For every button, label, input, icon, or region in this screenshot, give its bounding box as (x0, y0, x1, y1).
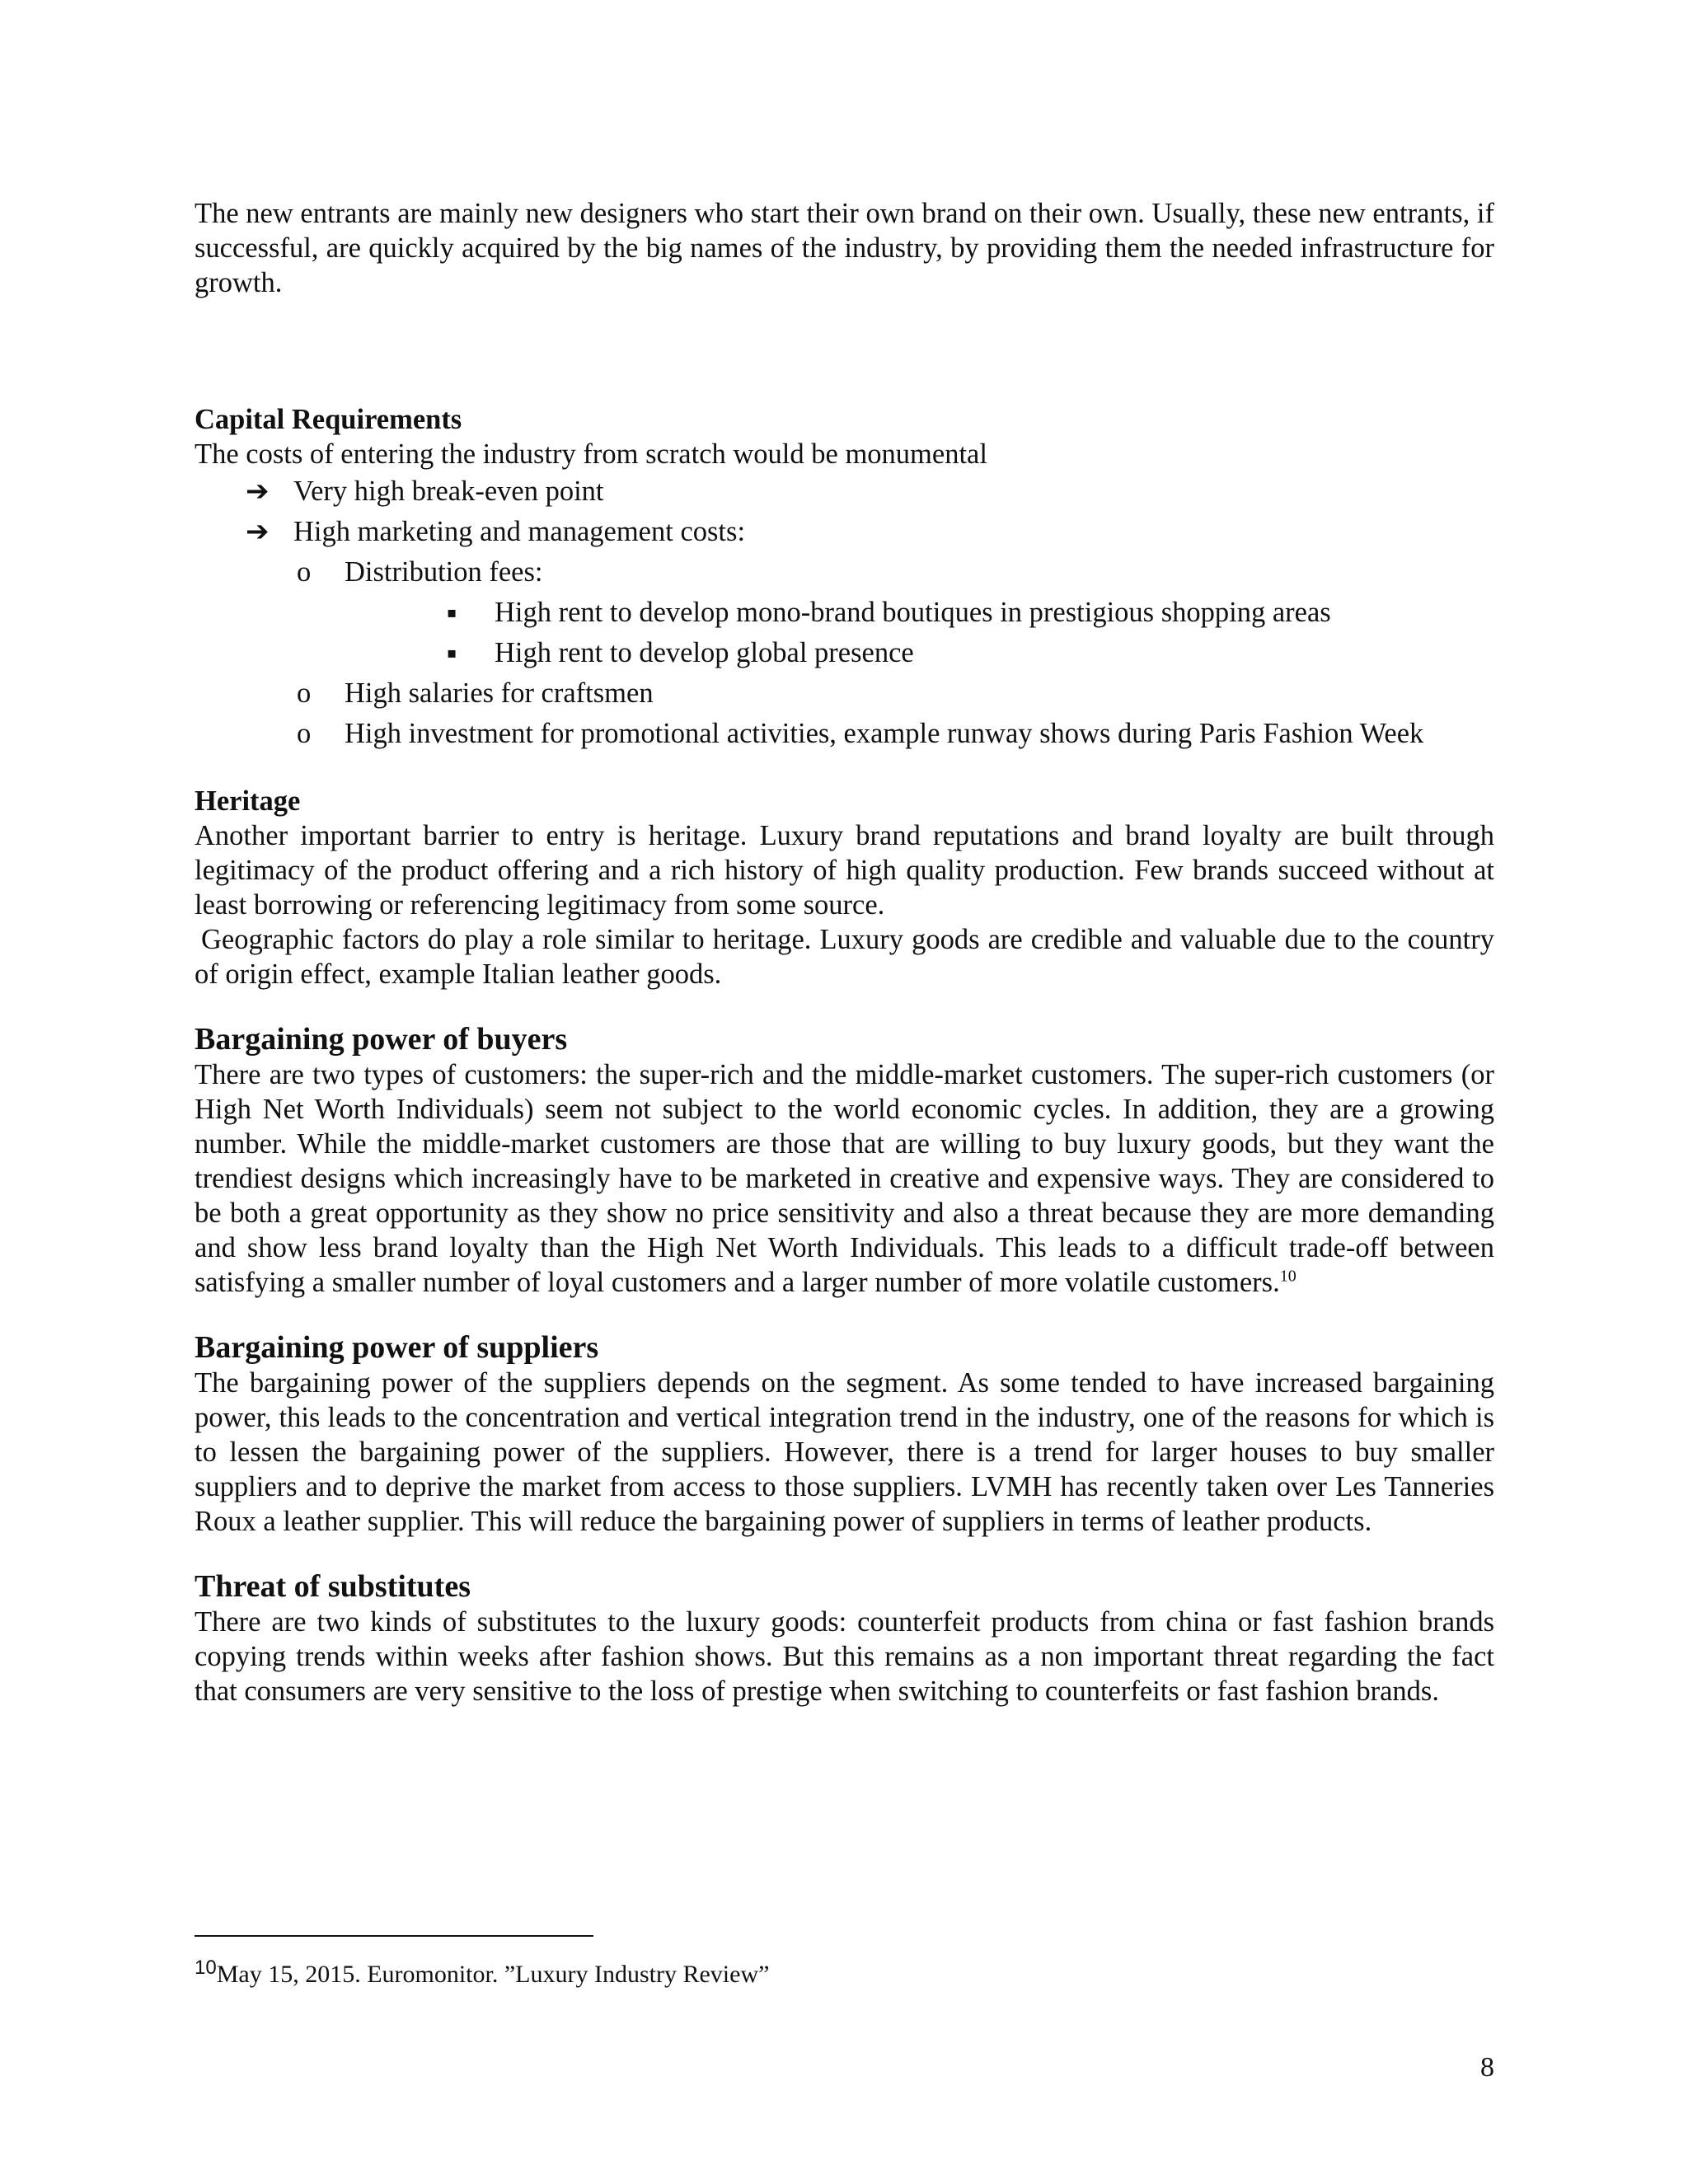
circle-item-text: High salaries for craftsmen (345, 677, 654, 709)
arrow-icon: ➔ (246, 475, 270, 508)
capital-arrow-list (195, 471, 1494, 552)
square-item-text: High rent to develop global presence (495, 637, 914, 668)
circle-bullet-icon: o (297, 556, 312, 588)
square-list-item (195, 633, 1494, 673)
square-list-item (195, 593, 1494, 633)
footnote (195, 1952, 769, 1991)
buyers-paragraph-text: There are two types of customers: the super-rich and the middle-market customers. The super-rich customers (or High Net Worth Individuals) seem not subject to the world economic cycles. In addition, they are a growing number. While the middle-market customers are those that are willing to buy luxury goods, but they want the trendiest designs which increasingly have to be marketed in creative and expensive ways. They are considered to be both a great opportunity as they show no price sensitivity and also a threat because they are more demanding and show less brand loyalty than the High Net Worth Individuals. This leads to a difficult trade-off between satisfying a smaller number of loyal customers and a larger number of more volatile customers. (195, 1059, 1494, 1298)
square-bullet-icon: ▪ (447, 644, 457, 662)
arrow-icon: ➔ (246, 515, 270, 548)
heritage-heading: Heritage (195, 785, 301, 817)
circle-item-text: High investment for promotional activities, example runway shows during Paris Fashion Week (345, 718, 1424, 749)
cost-sublist (195, 552, 1494, 593)
circle-bullet-icon: o (297, 677, 312, 709)
arrow-list-item (195, 471, 1494, 512)
cost-sublist-continued (195, 673, 1494, 754)
suppliers-paragraph: The bargaining power of the suppliers depends on the segment. As some tended to have increased bargaining power, this leads to the concentration and vertical integration trend in the industry, one of the reasons for which is to lessen the bargaining power of the suppliers. However, there is a trend for larger houses to buy smaller suppliers and to deprive the market from access to those suppliers. LVMH has recently taken over Les Tanneries Roux a leather supplier. This will reduce the bargaining power of suppliers in terms of leather products. (195, 1367, 1494, 1537)
suppliers-heading: Bargaining power of suppliers (195, 1330, 599, 1365)
heritage-paragraph-1: Another important barrier to entry is heritage. Luxury brand reputations and brand loyalty are built through legitimacy of the product offering and a rich history of high quality production. Few brands succeed without at least borrowing or referencing legitimacy from some source. (195, 820, 1494, 921)
substitutes-heading: Threat of substitutes (195, 1569, 471, 1604)
circle-list-item (195, 714, 1494, 754)
arrow-item-text: Very high break-even point (293, 476, 604, 507)
buyers-heading: Bargaining power of buyers (195, 1022, 568, 1057)
distribution-fee-list (195, 593, 1494, 673)
intro-paragraph: The new entrants are mainly new designers who start their own brand on their own. Usually, these new entrants, if successful, are quickly acquired by the big names of the industry, by providing them the needed infrastructure for growth. (195, 198, 1494, 298)
heritage-paragraph-2 (195, 922, 1494, 991)
arrow-list-item (195, 512, 1494, 552)
buyers-paragraph (195, 1057, 1494, 1300)
capital-lead: The costs of entering the industry from scratch would be monumental (195, 438, 987, 470)
arrow-item-text: High marketing and management costs: (293, 516, 746, 547)
substitutes-paragraph: There are two kinds of substitutes to the luxury goods: counterfeit products from china or fast fashion brands copying trends within weeks after fashion shows. But this remains as a non important threat regarding the fact that consumers are very sensitive to the loss of prestige when switching to counterfeits or fast fashion brands. (195, 1606, 1494, 1707)
heritage-paragraph-2-text: Geographic factors do play a role similar to heritage. Luxury goods are credible and valuable due to the country of origin effect, example Italian leather goods. (195, 924, 1494, 990)
circle-bullet-icon: o (297, 718, 312, 749)
circle-item-text: Distribution fees: (345, 556, 543, 588)
page-number: 8 (1480, 2052, 1494, 2083)
footnote-number: 10 (195, 1957, 217, 1979)
footnote-separator (195, 1935, 593, 1937)
footnote-reference[interactable]: 10 (1279, 1267, 1296, 1286)
circle-list-item (195, 552, 1494, 593)
document-body (195, 196, 1494, 1708)
capital-requirements-heading: Capital Requirements (195, 404, 462, 435)
footnote-text: May 15, 2015. Euromonitor. ”Luxury Industry Review” (216, 1961, 770, 1988)
square-item-text: High rent to develop mono-brand boutiques in prestigious shopping areas (495, 597, 1331, 628)
circle-list-item (195, 673, 1494, 714)
square-bullet-icon: ▪ (447, 604, 457, 621)
